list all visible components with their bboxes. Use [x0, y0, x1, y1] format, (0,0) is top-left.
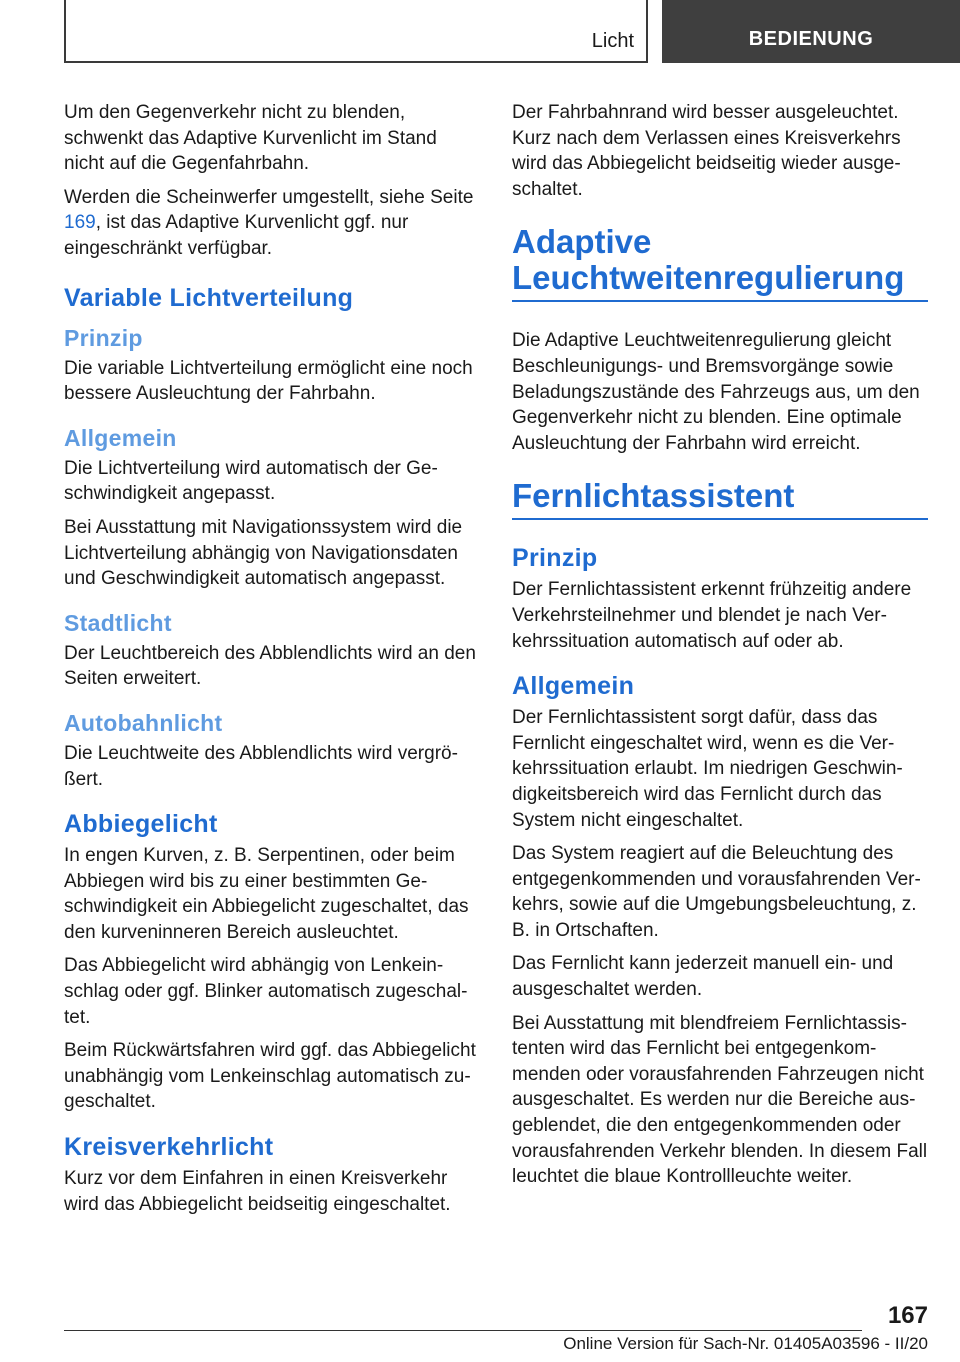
text: Werden die Scheinwerfer umgestellt, siehe Seite	[64, 186, 474, 208]
subheading: Prinzip	[64, 324, 143, 351]
footer-divider	[64, 1330, 862, 1331]
paragraph: Das System reagiert auf die Beleuchtung des entgegenkommenden und vorausfahrenden Verkehrs, sowie auf die Umgebungsbeleuchtung, z. B. in Ortschaften.	[512, 843, 921, 941]
subheading: Autobahnlicht	[64, 709, 223, 736]
footer-version-text: Online Version für Sach-Nr. 01405A03596 - II/20	[563, 1334, 928, 1353]
left-column	[64, 100, 480, 1225]
subheading: Stadtlicht	[64, 609, 172, 636]
paragraph: Der Fahrbahnrand wird besser ausgeleuchtet. Kurz nach dem Verlassen eines Kreisverkehrs wird das Abbiegelicht beidseitig wieder ausgeschaltet.	[512, 102, 901, 200]
chapter-heading: Adaptive Leuchtweitenregulierung	[512, 224, 928, 302]
section-heading: Variable Lichtverteilung	[64, 283, 354, 312]
text: , ist das Adaptive Kurvenlicht ggf. nur eingeschränkt verfügbar.	[64, 212, 409, 259]
paragraph: Um den Gegenverkehr nicht zu blenden, schwenkt das Adaptive Kurvenlicht im Stand nicht auf die Gegenfahrbahn.	[64, 102, 437, 175]
subheading: Abbiegelicht	[64, 810, 218, 839]
paragraph: Der Fernlichtassistent sorgt dafür, dass das Fernlicht eingeschaltet wird, wenn es die Verkehrssituation erlaubt. Im niedrigen Geschwindigkeitsbereich wird das Fernlicht durch das System nicht eingeschaltet.	[512, 707, 903, 831]
subheading: Kreisverkehrlicht	[64, 1133, 274, 1162]
header-frame	[64, 0, 648, 63]
paragraph: Die Leuchtweite des Abblendlichts wird vergrößert.	[64, 742, 458, 790]
paragraph: Die variable Lichtverteilung ermöglicht eine noch bessere Ausleuchtung der Fahrbahn.	[64, 357, 473, 405]
right-column	[512, 100, 928, 1198]
paragraph: Der Leuchtbereich des Abblendlichts wird an den Seiten erweitert.	[64, 642, 476, 690]
paragraph: Beim Rückwärtsfahren wird ggf. das Abbiegelicht unabhängig vom Lenkeinschlag automatisch zugeschaltet.	[64, 1040, 476, 1113]
paragraph: Kurz vor dem Einfahren in einen Kreisverkehr wird das Abbiegelicht beidseitig eingeschaltet.	[64, 1168, 451, 1215]
header-chapter-tab: BEDIENUNG	[662, 0, 960, 63]
paragraph: Der Fernlichtassistent erkennt frühzeitig andere Verkehrsteilnehmer und blendet je nach Verkehrssituation automatisch auf oder ab.	[512, 579, 912, 652]
paragraph: Das Fernlicht kann jederzeit manuell ein- und ausgeschaltet werden.	[512, 953, 894, 1001]
subheading: Prinzip	[512, 544, 598, 573]
paragraph: In engen Kurven, z. B. Serpentinen, oder beim Abbiegen wird bis zu einer bestimmten Geschwindigkeit ein Abbiegelicht zugeschaltet, das den kurveninneren Bereich ausleuchtet.	[64, 845, 469, 943]
page-link[interactable]: 169	[64, 212, 96, 234]
page-number: 167	[887, 1302, 928, 1329]
paragraph	[64, 185, 480, 262]
paragraph: Die Adaptive Leuchtweitenregulierung gleicht Beschleunigungs- und Bremsvorgänge sowie Beladungszustände des Fahrzeugs aus, um den Gegenverkehr nicht zu blenden. Eine optimale Ausleuchtung der Fahrbahn wird erreicht.	[512, 330, 920, 454]
subheading: Allgemein	[512, 672, 635, 701]
subheading: Allgemein	[64, 424, 177, 451]
chapter-heading: Fernlichtassistent	[512, 478, 928, 520]
paragraph: Das Abbiegelicht wird abhängig von Lenkeinschlag oder ggf. Blinker automatisch zugeschaltet.	[64, 955, 468, 1028]
paragraph: Bei Ausstattung mit Navigationssystem wird die Lichtverteilung abhängig von Navigationsdaten und Geschwindigkeit automatisch angepasst.	[64, 516, 463, 590]
header-section-title: Licht	[591, 30, 634, 52]
paragraph: Bei Ausstattung mit blendfreiem Fernlichtassistenten wird das Fernlicht bei entgegenkommenden oder vorausfahrenden Fahrzeugen nicht ausgeschaltet. Es werden nur die Bereiche ausgeblendet, die den entgegenkommenden oder vorausfahrenden Verkehr blenden. In diesem Fall leuchtet die blaue Kontrollleuchte weiter.	[512, 1012, 928, 1188]
paragraph: Die Lichtverteilung wird automatisch der Geschwindigkeit angepasst.	[64, 457, 438, 505]
